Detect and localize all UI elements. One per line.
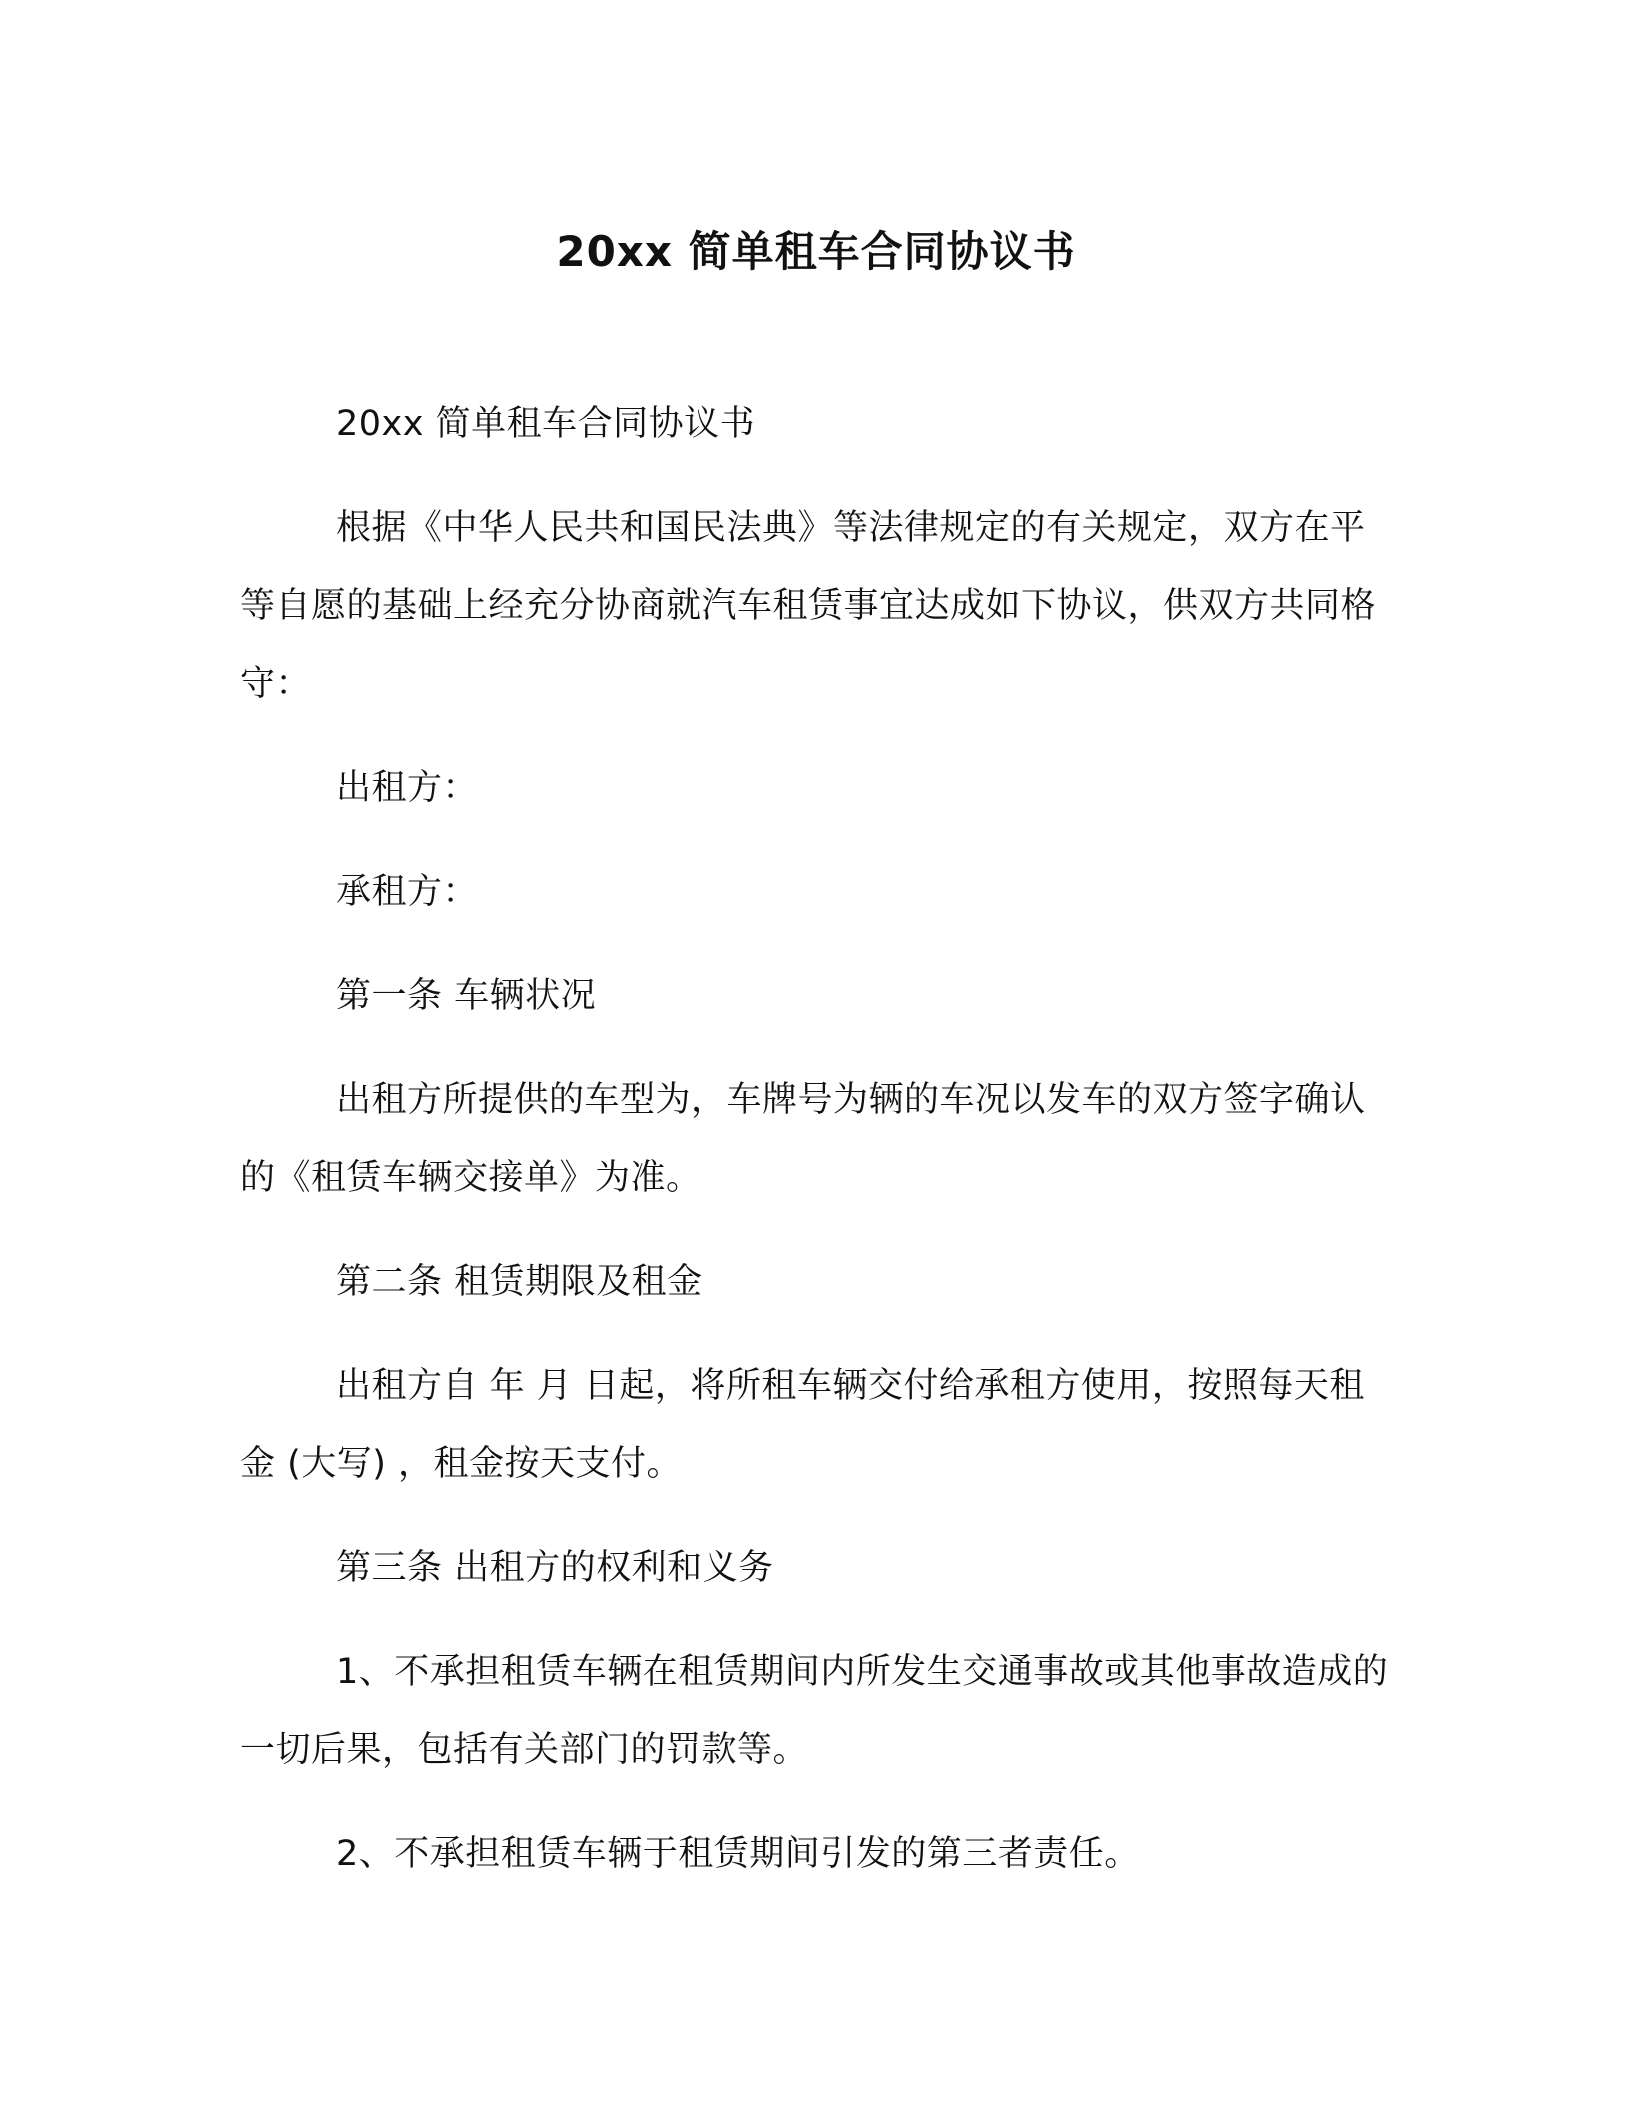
- paragraph-lessor: 出租方：: [336, 768, 479, 808]
- article-2-heading: 第二条 租赁期限及租金: [336, 1262, 703, 1302]
- document-body: [240, 385, 1390, 1919]
- article-2-text: 出租方自 年 月 日起，将所租车辆交付给承租方使用，按照每天租金 (大写) ，租金按天支付。: [240, 1366, 1365, 1484]
- article-3-item-2: 2、不承担租赁车辆于租赁期间引发的第三者责任。: [336, 1834, 1140, 1874]
- paragraph-preamble: 根据《中华人民共和国民法典》等法律规定的有关规定，双方在平等自愿的基础上经充分协商就汽车租赁事宜达成如下协议，供双方共同格守：: [240, 508, 1377, 704]
- article-3-heading: 第三条 出租方的权利和义务: [336, 1548, 774, 1588]
- paragraph-lessee: 承租方：: [336, 872, 479, 912]
- paragraph-subtitle: 20xx 简单租车合同协议书: [336, 404, 756, 444]
- article-1-text: 出租方所提供的车型为，车牌号为辆的车况以发车的双方签字确认的《租赁车辆交接单》为准。: [240, 1080, 1366, 1198]
- document-title: 20xx 简单租车合同协议书: [556, 227, 1076, 276]
- article-3-item-1: 1、不承担租赁车辆在租赁期间内所发生交通事故或其他事故造成的一切后果，包括有关部门的罚款等。: [240, 1652, 1389, 1770]
- article-1-heading: 第一条 车辆状况: [336, 976, 597, 1016]
